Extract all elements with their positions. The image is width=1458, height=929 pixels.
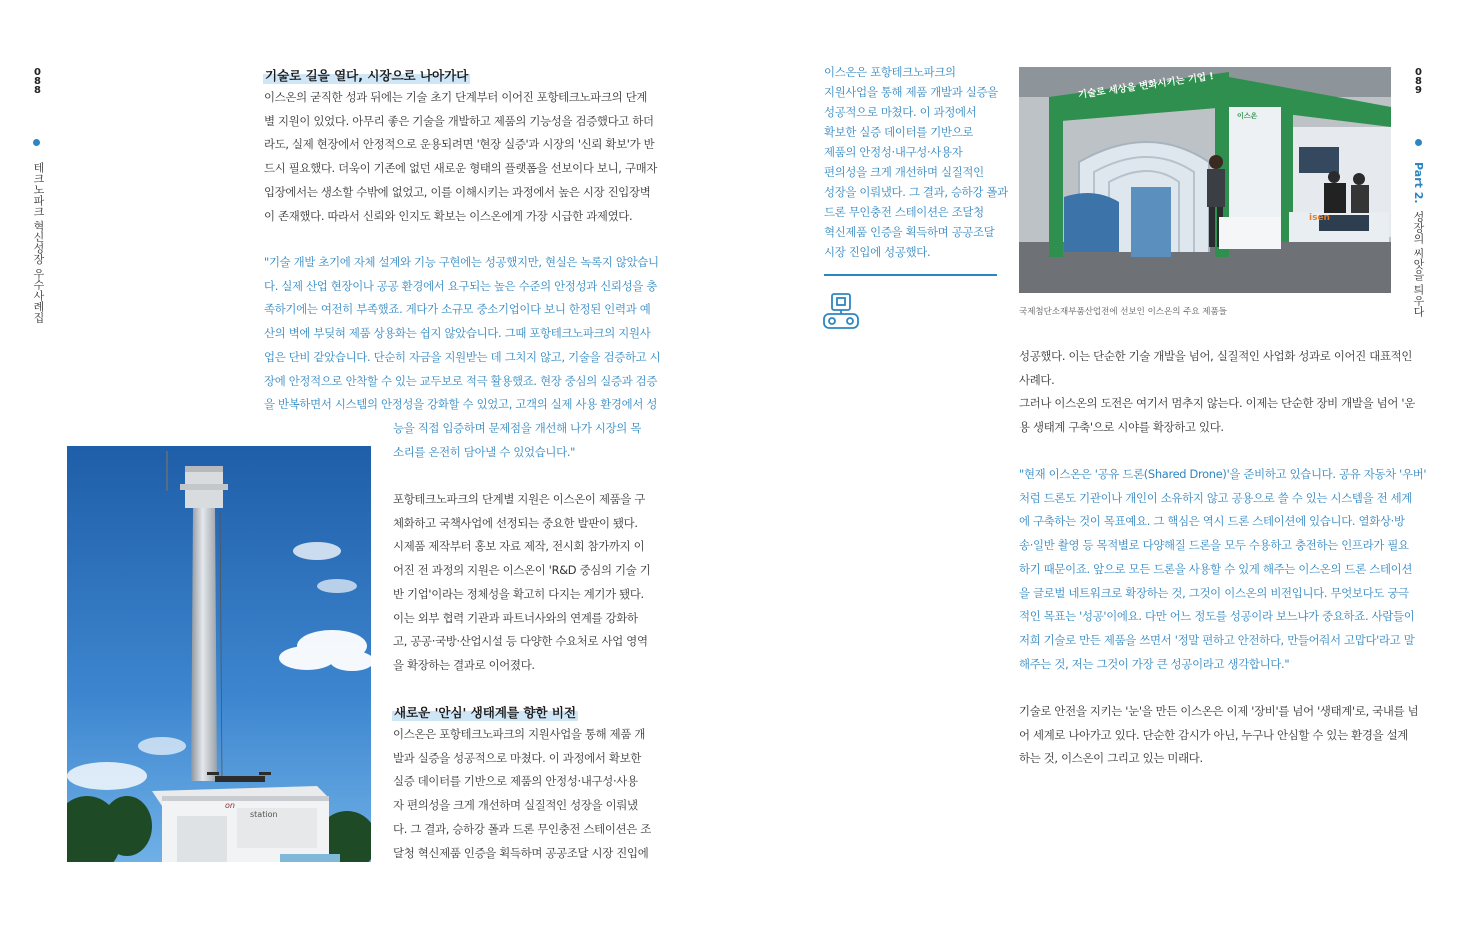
text-line: 사례다. bbox=[1019, 372, 1055, 387]
text-line: 을 반복하면서 시스템의 안정성을 강화할 수 있었고, 고객의 실제 사용 환경에서 성 bbox=[264, 397, 658, 412]
text-line: 송·일반 촬영 등 목적별로 다양해질 드론을 모두 수용하고 충전하는 인프라가 필요 bbox=[1019, 538, 1409, 553]
text-line: 확보한 실증 데이터를 기반으로 bbox=[824, 125, 974, 139]
text-line: 이스온은 포항테크노파크의 지원사업을 통해 제품 개 bbox=[393, 727, 646, 741]
booth-photo-caption: 국제첨단소재부품산업전에 선보인 이스온의 주요 제품들 bbox=[1019, 307, 1227, 317]
text-line: 제품의 안정성·내구성·사용자 bbox=[824, 145, 963, 159]
text-line: 업은 단비 같았습니다. 단순히 자금을 지원받는 데 그치지 않고, 기술을 검증하고 시 bbox=[264, 349, 661, 364]
left-header-dot bbox=[33, 139, 40, 146]
text-line: 시제품 제작부터 홍보 자료 제작, 전시회 참가까지 이 bbox=[393, 539, 645, 554]
text-line: 다. 그 결과, 승하강 폴과 드론 무인충전 스테이션은 조 bbox=[393, 821, 651, 836]
section-heading-1: 기술로 길을 열다, 시장으로 나아가다 bbox=[265, 68, 469, 83]
text-line: 어 세계로 나아가고 있다. 단순한 감시가 아닌, 누구나 안심할 수 있는 환경을 설계 bbox=[1019, 727, 1409, 742]
text-line: 지원사업을 통해 제품 개발과 실증을 bbox=[824, 85, 998, 99]
text-line: 적인 목표는 '성공'이에요. 다만 어느 정도를 성공이라 보느냐가 중요하죠. 사람들이 bbox=[1019, 609, 1415, 624]
text-line: 달청 혁신제품 인증을 획득하며 공공조달 시장 진입에 bbox=[393, 845, 649, 860]
drone-controller-icon bbox=[823, 292, 859, 334]
para2-body bbox=[393, 488, 651, 678]
quote-2 bbox=[1019, 463, 1427, 676]
text-line: 용 생태계 구축'으로 시야를 확장하고 있다. bbox=[1019, 420, 1224, 435]
part-label: Part 2. bbox=[1412, 162, 1425, 204]
left-running-header: 테크노파크 혁신성장 우수사례집 bbox=[32, 162, 45, 323]
highlight-divider bbox=[824, 274, 997, 276]
text-line: 에 구축하는 것이 목표예요. 그 핵심은 역시 드론 스테이션에 있습니다. 열화상·방 bbox=[1019, 514, 1405, 529]
text-line: 저희 기술로 만든 제품을 쓰면서 '정말 편하고 안전하다, 만들어줘서 고맙다'라고 말 bbox=[1019, 632, 1415, 647]
right-para1 bbox=[1019, 345, 1415, 440]
text-line: 을 확장하는 결과로 이어졌다. bbox=[393, 657, 535, 672]
text-line: 족하기에는 여전히 부족했죠. 게다가 소규모 중소기업이다 보니 한정된 인력과 예 bbox=[264, 302, 651, 317]
text-line: 입장에서는 생소할 수밖에 없었고, 이를 이해시키는 과정에서 높은 시장 진입장벽 bbox=[264, 184, 651, 199]
drone-station-tower-photo bbox=[67, 446, 371, 862]
right-para2 bbox=[1019, 700, 1419, 771]
text-line: 을 글로벌 네트워크로 확장하는 것, 그것이 이스온의 비전입니다. 무엇보다도 궁극 bbox=[1019, 585, 1409, 600]
section2-body bbox=[393, 723, 651, 865]
section1-body bbox=[264, 86, 658, 228]
text-line: 별 지원이 있었다. 아무리 좋은 기술을 개발하고 제품의 기능성을 검증했다고 하더 bbox=[264, 113, 654, 128]
text-line: 이는 외부 협력 기관과 파트너사와의 연계를 강화하 bbox=[393, 610, 638, 625]
quote-1 bbox=[264, 251, 661, 417]
text-line: 드론 무인충전 스테이션은 조달청 bbox=[824, 205, 984, 219]
quote-1-narrow bbox=[393, 417, 642, 464]
text-line: 편의성을 크게 개선하며 실질적인 bbox=[824, 165, 984, 179]
text-line: 이 존재했다. 따라서 신뢰와 인지도 확보는 이스온에게 가장 시급한 과제였다. bbox=[264, 208, 633, 223]
text-line: 성장을 이뤄냈다. 그 결과, 승하강 폴과 bbox=[824, 185, 1008, 199]
text-line: 능을 직접 입증하며 문제점을 개선해 나가 시장의 목 bbox=[393, 421, 642, 435]
left-page-number: 088 bbox=[34, 67, 41, 96]
text-line: 다. 실제 산업 현장이나 공공 환경에서 요구되는 높은 수준의 안정성과 신뢰성을 충 bbox=[264, 278, 658, 293]
text-line: "현재 이스온은 '공유 드론(Shared Drone)'을 준비하고 있습니다. 공유 자동차 '우버' bbox=[1019, 467, 1427, 481]
booth-banner-text: 기술로 세상을 변화시키는 기업 ! bbox=[1077, 70, 1215, 101]
station-logo-top: on bbox=[225, 801, 235, 810]
text-line: 어진 전 과정의 지원은 이스온이 'R&D 중심의 기술 기 bbox=[393, 563, 651, 578]
text-line: 기술로 안전을 지키는 '눈'을 만든 이스온은 이제 '장비'를 넘어 '생태계'로, 국내를 넘 bbox=[1019, 704, 1419, 718]
text-line: 처럼 드론도 기관이나 개인이 소유하지 않고 공용으로 쓸 수 있는 시스템을 전 세계 bbox=[1019, 490, 1413, 505]
highlight-box bbox=[824, 62, 1008, 262]
text-line: 해주는 것, 저는 그것이 가장 큰 성공이라고 생각합니다." bbox=[1019, 656, 1290, 671]
text-line: 시장 진입에 성공했다. bbox=[824, 245, 931, 259]
text-line: "기술 개발 초기에 자체 설계와 기능 구현에는 성공했지만, 현실은 녹록지 않았습니 bbox=[264, 255, 659, 269]
section-heading-2: 새로운 '안심' 생태계를 향한 비전 bbox=[394, 705, 577, 720]
text-line: 성공했다. 이는 단순한 기술 개발을 넘어, 실질적인 사업화 성과로 이어진 대표적인 bbox=[1019, 349, 1413, 363]
text-line: 혁신제품 인증을 획득하며 공공조달 bbox=[824, 225, 995, 239]
text-line: 하기 때문이죠. 앞으로 모든 드론을 사용할 수 있게 해주는 이스온의 드론 스테이션 bbox=[1019, 561, 1413, 576]
text-line: 체화하고 국책사업에 선정되는 중요한 발판이 됐다. bbox=[393, 515, 638, 530]
text-line: 이스온은 포항테크노파크의 bbox=[824, 65, 956, 79]
right-running-header bbox=[1410, 162, 1426, 317]
part-title: 성장의 씨앗을 틔우다 bbox=[1412, 211, 1425, 318]
text-line: 포항테크노파크의 단계별 지원은 이스온이 제품을 구 bbox=[393, 492, 646, 506]
text-line: 실증 데이터를 기반으로 제품의 안정성·내구성·사용 bbox=[393, 774, 638, 789]
right-page-number: 089 bbox=[1415, 67, 1422, 96]
text-line: 장에 안정적으로 안착할 수 있는 교두보로 적극 활용했죠. 현장 중심의 실증과 검증 bbox=[264, 373, 658, 388]
text-line: 고, 공공·국방·산업시설 등 다양한 수요처로 사업 영역 bbox=[393, 634, 648, 649]
text-line: 드시 필요했다. 더욱이 기존에 없던 새로운 형태의 플랫폼을 선보이다 보니, 구매자 bbox=[264, 161, 658, 176]
text-line: 성공적으로 마쳤다. 이 과정에서 bbox=[824, 105, 977, 119]
text-line: 자 편의성을 크게 개선하며 실질적인 성장을 이뤄냈 bbox=[393, 798, 638, 813]
text-line: 산의 벽에 부딪혀 제품 상용화는 쉽지 않았습니다. 그때 포항테크노파크의 지원사 bbox=[264, 326, 651, 341]
exhibition-booth-photo bbox=[1019, 67, 1391, 293]
station-logo: station bbox=[250, 810, 278, 819]
booth-brand-logo: isen bbox=[1309, 213, 1330, 223]
text-line: 그러나 이스온의 도전은 여기서 멈추지 않는다. 이제는 단순한 장비 개발을 넘어 '운 bbox=[1019, 396, 1415, 411]
text-line: 하는 것, 이스온이 그리고 있는 미래다. bbox=[1019, 751, 1203, 766]
text-line: 라도, 실제 현장에서 안정적으로 운용되려면 '현장 실증'과 시장의 '신뢰 확보'가 반 bbox=[264, 137, 655, 152]
right-header-dot bbox=[1415, 139, 1422, 146]
text-line: 반 기업'이라는 정체성을 확고히 다지는 계기가 됐다. bbox=[393, 586, 644, 601]
text-line: 이스온의 굳직한 성과 뒤에는 기술 초기 단계부터 이어진 포항테크노파크의 단계 bbox=[264, 90, 648, 104]
text-line: 소리를 온전히 담아낼 수 있었습니다." bbox=[393, 444, 576, 459]
booth-side-sign: 이스온 bbox=[1237, 112, 1258, 120]
text-line: 발과 실증을 성공적으로 마쳤다. 이 과정에서 확보한 bbox=[393, 750, 642, 765]
